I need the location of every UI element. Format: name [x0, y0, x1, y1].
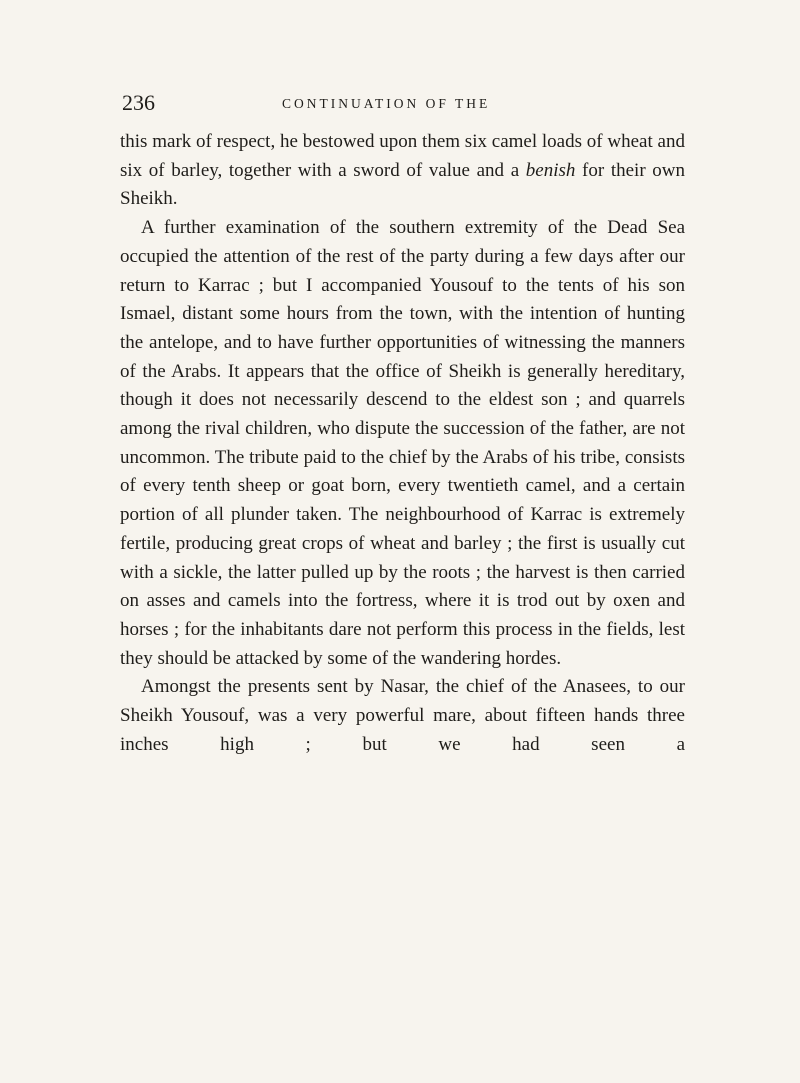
paragraph-text: for their own Sheikh.	[120, 159, 686, 210]
paragraph: A further examination of the southern extremity of the Dead Sea occupied the attention of the rest of the party during a few days after our return to Karrac ; but I accompanied Yousouf to the tents of his son Ismael, distant some hours from the town, with the intention of hunting the antelope, and to have further opportunities of witnessing the manners of the Arabs. It appears that the office of Sheikh is generally hereditary, though it does not necessarily descend to the eldest son ; and quarrels among the rival children, who dispute the succession of the father, are not uncommon. The tribute paid to the chief by the Arabs of his tribe, consists of every tenth sheep or goat born, every twentieth camel, and a certain portion of all plunder taken. The neighbourhood of Karrac is extremely fertile, producing great crops of wheat and barley ; the first is usually cut with a sickle, the latter pulled up by the roots ; the harvest is then carried on asses and camels into the fortress, where it is trod out by oxen and horses ; for the inhabitants dare not perform this process in the fields, lest they should be attacked by some of the wandering hordes.	[120, 217, 685, 669]
paragraph-text: this mark of respect, he bestowed upon them six camel loads of wheat and six of barley, together with a sword of value and a	[120, 131, 685, 181]
page-header	[120, 88, 685, 122]
paragraph: Amongst the presents sent by Nasar, the chief of the Anasees, to our Sheikh Yousouf, was a very powerful mare, about fifteen hands three inches high ; but we had seen a	[120, 676, 685, 755]
running-title: CONTINUATION OF THE	[282, 96, 491, 111]
paragraph-continuation	[120, 128, 685, 214]
italic-term: benish	[525, 159, 576, 181]
body-text	[120, 128, 685, 759]
page-number: 236	[122, 90, 155, 115]
